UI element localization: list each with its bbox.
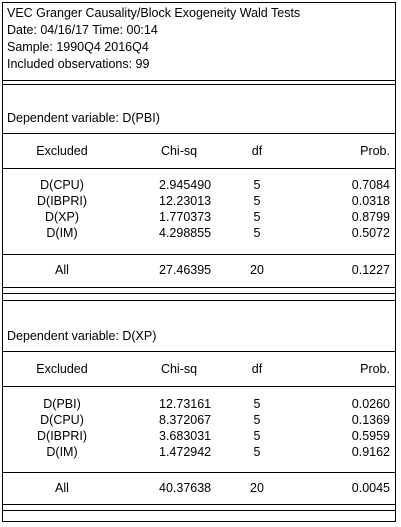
df-cell: 5 bbox=[253, 210, 261, 224]
chisq-cell: 27.46395 bbox=[159, 263, 212, 277]
prob-cell: 0.7084 bbox=[351, 178, 390, 192]
chisq-cell: 3.683031 bbox=[159, 429, 212, 443]
divider bbox=[2, 168, 396, 169]
column-header-prob: Prob. bbox=[360, 144, 390, 158]
divider bbox=[2, 386, 396, 387]
prob-cell: 0.1369 bbox=[351, 413, 390, 427]
df-cell: 5 bbox=[253, 226, 261, 240]
table-body bbox=[7, 178, 397, 242]
dependent-variable-label: Dependent variable: D(PBI) bbox=[7, 111, 160, 125]
excluded-cell: All bbox=[55, 481, 69, 495]
divider bbox=[2, 80, 396, 81]
column-header-df: df bbox=[251, 362, 263, 376]
df-cell: 5 bbox=[253, 429, 261, 443]
column-headers bbox=[7, 362, 397, 378]
observations-line: Included observations: 99 bbox=[7, 57, 150, 71]
table-row bbox=[7, 210, 397, 226]
prob-cell: 0.1227 bbox=[351, 263, 390, 277]
column-header-excluded: Excluded bbox=[36, 362, 88, 376]
prob-cell: 0.0318 bbox=[351, 194, 390, 208]
divider bbox=[2, 510, 396, 511]
column-header-chisq: Chi-sq bbox=[160, 144, 198, 158]
excluded-cell: D(PBI) bbox=[43, 397, 81, 411]
prob-cell: 0.8799 bbox=[351, 210, 390, 224]
chisq-cell: 12.73161 bbox=[159, 397, 212, 411]
sample-line: Sample: 1990Q4 2016Q4 bbox=[7, 40, 149, 54]
divider bbox=[2, 133, 396, 134]
divider bbox=[2, 351, 396, 352]
table-title: VEC Granger Causality/Block Exogeneity Wald Tests bbox=[7, 6, 301, 20]
table-row bbox=[7, 413, 397, 429]
prob-cell: 0.0260 bbox=[351, 397, 390, 411]
date-time-line: Date: 04/16/17 Time: 00:14 bbox=[7, 23, 158, 37]
df-cell: 20 bbox=[250, 263, 264, 277]
column-header-prob: Prob. bbox=[360, 362, 390, 376]
divider bbox=[2, 84, 396, 85]
table-row bbox=[7, 178, 397, 194]
chisq-cell: 1.770373 bbox=[159, 210, 212, 224]
table-row bbox=[7, 226, 397, 242]
df-cell: 5 bbox=[253, 445, 261, 459]
table-row-all bbox=[7, 481, 397, 497]
excluded-cell: D(IBPRI) bbox=[37, 194, 87, 208]
divider bbox=[2, 287, 396, 288]
prob-cell: 0.5959 bbox=[351, 429, 390, 443]
divider bbox=[2, 254, 396, 255]
excluded-cell: D(CPU) bbox=[40, 413, 84, 427]
excluded-cell: D(IM) bbox=[46, 226, 78, 240]
chisq-cell: 8.372067 bbox=[159, 413, 212, 427]
chisq-cell: 40.37638 bbox=[159, 481, 212, 495]
excluded-cell: D(XP) bbox=[44, 210, 80, 224]
table-row bbox=[7, 445, 397, 461]
chisq-cell: 2.945490 bbox=[159, 178, 212, 192]
divider bbox=[2, 300, 396, 301]
chisq-cell: 4.298855 bbox=[159, 226, 212, 240]
prob-cell: 0.9162 bbox=[351, 445, 390, 459]
table-row bbox=[7, 397, 397, 413]
table-row-all bbox=[7, 263, 397, 279]
column-header-df: df bbox=[251, 144, 263, 158]
dependent-variable-label: Dependent variable: D(XP) bbox=[7, 329, 157, 343]
df-cell: 5 bbox=[253, 413, 261, 427]
chisq-cell: 1.472942 bbox=[159, 445, 212, 459]
excluded-cell: D(IBPRI) bbox=[37, 429, 87, 443]
excluded-cell: All bbox=[55, 263, 69, 277]
table-row bbox=[7, 194, 397, 210]
divider bbox=[2, 472, 396, 473]
df-cell: 5 bbox=[253, 194, 261, 208]
column-header-chisq: Chi-sq bbox=[160, 362, 198, 376]
chisq-cell: 12.23013 bbox=[159, 194, 212, 208]
excluded-cell: D(IM) bbox=[46, 445, 78, 459]
table-body bbox=[7, 397, 397, 461]
df-cell: 20 bbox=[250, 481, 264, 495]
df-cell: 5 bbox=[253, 397, 261, 411]
divider bbox=[2, 293, 396, 294]
column-header-excluded: Excluded bbox=[36, 144, 88, 158]
divider bbox=[2, 504, 396, 505]
column-headers bbox=[7, 144, 397, 160]
prob-cell: 0.5072 bbox=[351, 226, 390, 240]
table-row bbox=[7, 429, 397, 445]
df-cell: 5 bbox=[253, 178, 261, 192]
prob-cell: 0.0045 bbox=[351, 481, 390, 495]
excluded-cell: D(CPU) bbox=[40, 178, 84, 192]
